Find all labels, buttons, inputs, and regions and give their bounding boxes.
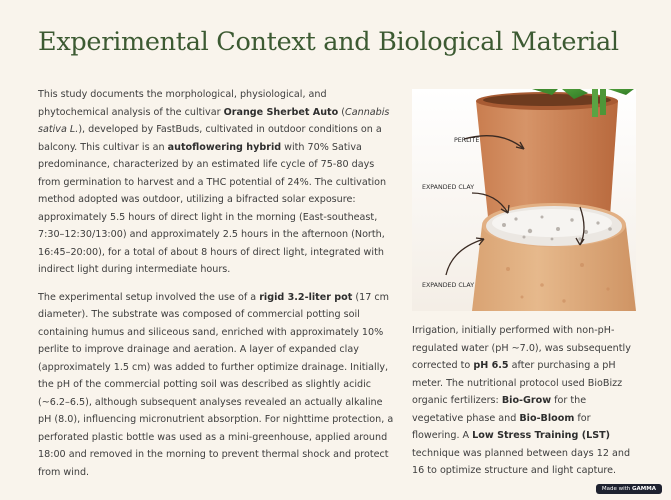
right-text-column bbox=[412, 322, 636, 480]
cultivar-name: Orange Sherbet Auto bbox=[223, 106, 339, 118]
text-run: The experimental setup involved the use of a bbox=[38, 291, 260, 303]
pot-spec: rigid 3.2-liter pot bbox=[259, 291, 353, 303]
badge-brand: GAMMA bbox=[632, 486, 656, 492]
text-run: after purchasing a pH meter. The nutritional protocol used BioBizz organic fertilizers: bbox=[412, 360, 623, 406]
page-title: Experimental Context and Biological Material bbox=[38, 27, 619, 57]
species-name: Cannabis sativa L. bbox=[38, 106, 390, 135]
text-run: (17 cm diameter). The substrate was composed of commercial potting soil containing humus and siliceous sand, enriched with approximately 10% perlite to improve drainage and aeration. A layer of expanded clay (approximately 1.5 cm) was added to further optimize drainage. Initially, the pH of the commercial potting soil was described as slightly acidic (~6.2–6.5), although subsequent analyses revealed an actually alkaline pH (8.0), influencing micronutrient absorption. For nighttime protection, a perforated plastic bottle was used as a mini-greenhouse, applied around 18:00 and removed in the morning to prevent thermal shock and protect from wind. bbox=[38, 291, 394, 478]
text-run: for the vegetative phase and bbox=[412, 395, 587, 424]
hybrid-type: autoflowering hybrid bbox=[167, 141, 282, 153]
fertilizer-bloom: Bio-Bloom bbox=[519, 412, 575, 424]
left-text-column bbox=[38, 86, 394, 491]
text-run: for flowering. A bbox=[412, 412, 591, 441]
label-perlite: PERLITE bbox=[454, 137, 480, 144]
paragraph-irrigation bbox=[412, 322, 636, 480]
label-expanded-clay-top: EXPANDED CLAY bbox=[422, 184, 475, 191]
paragraph-setup bbox=[38, 289, 394, 482]
label-expanded-clay-bottom: EXPANDED CLAY bbox=[422, 282, 475, 289]
text-run: with 70% Sativa predominance, characterized by an estimated life cycle of 75-80 days from germination to harvest and a THC potential of 24%. The cultivation method adopted was outdoor, utilizing a bifracted solar exposure: approximately 5.5 hours of direct light in the morning (East-southeast, 7:30–12:30/13:00) and approximately 2.5 hours in the afternoon (North, 16:45–20:00), for a total of about 8 hours of direct light, integrated with indirect light during intermediate hours. bbox=[38, 141, 387, 275]
text-run: ), developed by FastBuds, cultivated in outdoor conditions on a balcony. This cultivar is an bbox=[38, 124, 382, 153]
text-run: technique was planned between days 12 and 16 to optimize structure and light capture. bbox=[412, 447, 631, 476]
pot-illustration bbox=[412, 89, 636, 311]
badge-prefix: Made with bbox=[601, 486, 633, 492]
made-with-gamma-badge[interactable] bbox=[596, 484, 662, 494]
fertilizer-grow: Bio-Grow bbox=[501, 395, 552, 406]
pot-drawing bbox=[412, 89, 636, 311]
ph-value: pH 6.5 bbox=[473, 360, 509, 371]
text-run: Irrigation, initially performed with non-pH-regulated water (pH ~7.0), was subsequently corrected to bbox=[412, 325, 631, 371]
text-run: This study documents the morphological, physiological, and phytochemical analysis of the cultivar bbox=[38, 89, 327, 118]
paragraph-cultivar bbox=[38, 86, 394, 279]
lst-technique: Low Stress Training (LST) bbox=[472, 430, 611, 441]
text-run: ( bbox=[338, 106, 346, 118]
